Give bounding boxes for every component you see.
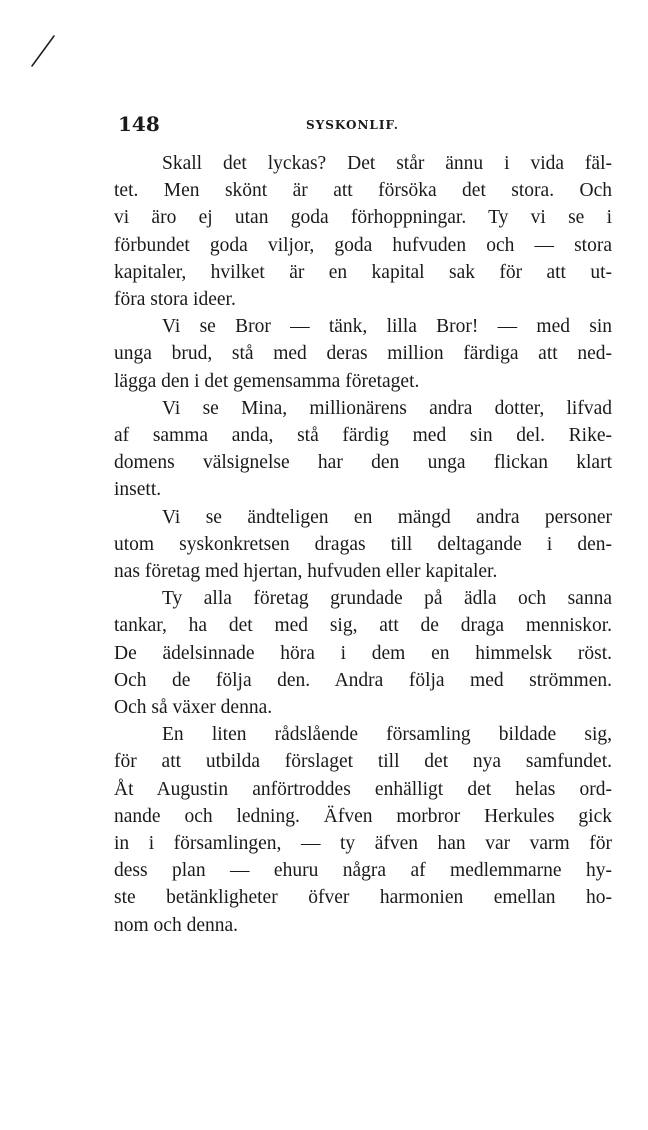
page-header [116, 112, 612, 138]
text-line: Vi se Bror — tänk, lilla Bror! — med sin [162, 316, 612, 338]
paragraph [114, 150, 612, 313]
text-line: Vi se ändteligen en mängd andra personer [162, 506, 612, 528]
text-line: kapitaler, hvilket är en kapital sak för att ut- [114, 261, 612, 283]
text-line: tet. Men skönt är att försöka det stora. Och [114, 180, 612, 202]
paragraph [114, 585, 612, 721]
text-line: Skall det lyckas? Det står ännu i vida fäl- [162, 153, 612, 174]
text-line: domens välsignelse har den unga flickan klart [114, 452, 612, 474]
text-line: vi äro ej utan goda förhoppningar. Ty vi se i [114, 207, 612, 229]
text-line: nas företag med hjertan, hufvuden eller kapitaler. [114, 561, 498, 583]
text-line: Och så växer denna. [114, 697, 273, 719]
text-line: förbundet goda viljor, goda hufvuden och — stora [114, 234, 612, 256]
text-line: af samma anda, stå färdig med sin del. Rike- [114, 425, 612, 447]
text-line: Ty alla företag grundade på ädla och sanna [162, 588, 612, 610]
text-line: nande och ledning. Äfven morbror Herkules gick [114, 805, 612, 827]
text-line: Åt Augustin anförtroddes enhälligt det helas ord- [114, 778, 612, 800]
text-line: insett. [114, 479, 162, 501]
page-number: 148 [118, 112, 160, 136]
paragraph [114, 395, 612, 504]
text-line: tankar, ha det med sig, att de draga menniskor. [114, 615, 612, 637]
text-line: utom syskonkretsen dragas till deltagande i den- [114, 533, 612, 555]
paragraph [114, 504, 612, 586]
paragraph [114, 721, 612, 939]
text-line: nom och denna. [114, 914, 239, 936]
running-title: SYSKONLIF. [306, 118, 399, 132]
text-line: Vi se Mina, millionärens andra dotter, lifvad [162, 397, 612, 419]
pencil-mark [28, 34, 58, 68]
text-line: Och de följa den. Andra följa med strömmen. [114, 669, 612, 691]
text-line: dess plan — ehuru några af medlemmarne hy- [114, 860, 612, 882]
text-line: En liten rådslående församling bildade sig, [162, 724, 612, 746]
paragraph [114, 313, 612, 395]
text-line: ste betänkligheter öfver harmonien emellan ho- [114, 887, 612, 909]
text-line: in i församlingen, — ty äfven han var varm för [114, 833, 612, 855]
body-text [114, 150, 612, 939]
text-line: unga brud, stå med deras million färdiga att ned- [114, 343, 612, 365]
text-line: föra stora ideer. [114, 289, 236, 311]
text-line: De ädelsinnade höra i dem en himmelsk röst. [114, 642, 612, 664]
text-line: för att utbilda förslaget till det nya samfundet. [114, 751, 612, 773]
text-line: lägga den i det gemensamma företaget. [114, 370, 420, 392]
